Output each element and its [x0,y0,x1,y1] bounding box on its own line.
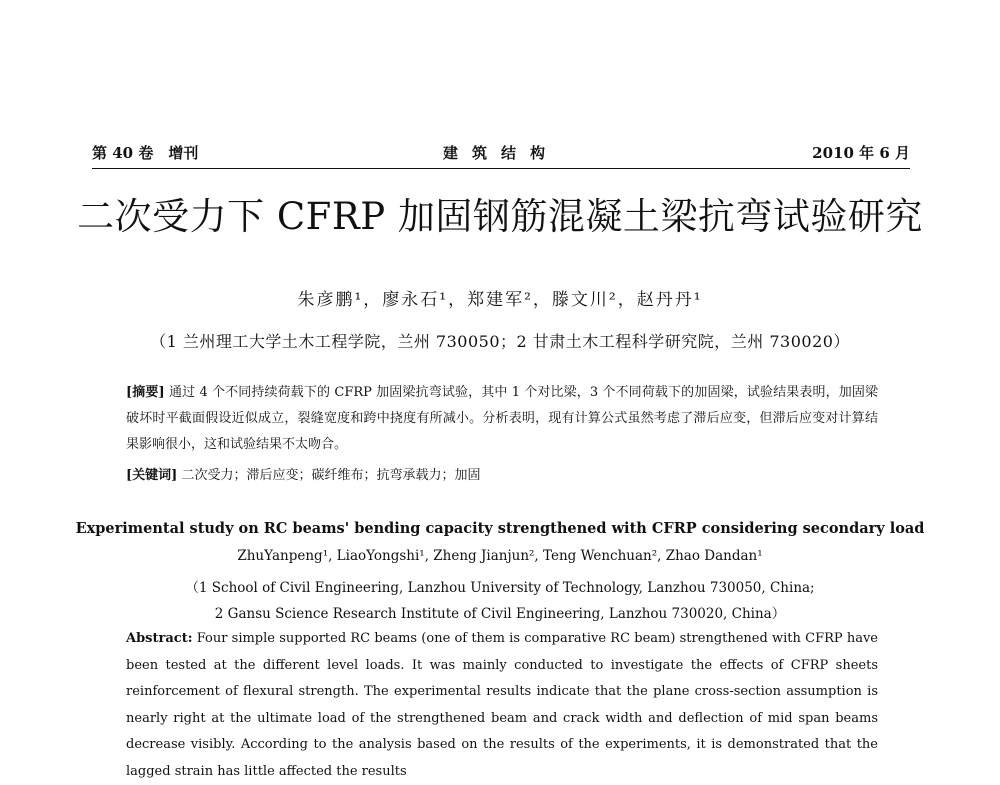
running-header [92,142,910,169]
volume-label: 第 40 卷 增刊 [92,144,199,162]
english-title: Experimental study on RC beams' bending capacity strengthened with CFRP considering secondary load [75,520,925,537]
abstract-en-text: Four simple supported RC beams (one of them is comparative RC beam) strengthened with CFRP have been tested at the different level loads. It was mainly conducted to investigate the effects of CFRP sheets reinforcement of flexural strength. The experimental results indicate that the plane cross-section assumption is nearly right at the ultimate load of the strengthened beam and crack width and deflection of mid span beams decrease visibly. According to the analysis based on the results of the experiments, it is demonstrated that the lagged strain has little affected the results [126,631,878,779]
abstract-cn [126,380,878,458]
abstract-en [126,626,878,785]
journal-name: 建筑结构 [442,144,559,162]
abstract-cn-text: 通过 4 个不同持续荷载下的 CFRP 加固梁抗弯试验，其中 1 个对比梁，3 个不同荷载下的加固梁，试验结果表明，加固梁破坏时平截面假设近似成立，裂缝宽度和跨中挠度有所减小。分析表明，现有计算公式虽然考虑了滞后应变，但滞后应变对计算结果影响很小，这和试验结果不太吻合。 [126,385,878,452]
abstract-en-label: Abstract: [126,631,193,646]
english-authors: ZhuYanpeng¹, LiaoYongshi¹, Zheng Jianjun², Teng Wenchuan², Zhao Dandan¹ [237,548,763,564]
english-affiliation-1: （1 School of Civil Engineering, Lanzhou University of Technology, Lanzhou 730050, China; [185,580,815,596]
english-affiliation-2: 2 Gansu Science Research Institute of Civil Engineering, Lanzhou 730020, China） [214,606,786,622]
authors-cn: 朱彦鹏¹，廖永石¹，郑建军²，滕文川²，赵丹丹¹ [297,290,703,310]
issue-date: 2010 年 6 月 [812,144,910,162]
keywords-cn [126,464,878,483]
keywords-cn-text: 二次受力；滞后应变；碳纤维布；抗弯承载力；加固 [181,468,481,483]
keywords-cn-label: [关键词] [126,468,178,483]
abstract-cn-label: [摘要] [126,385,165,400]
affiliations-cn: （1 兰州理工大学土木工程学院，兰州 730050；2 甘肃土木工程科学研究院，兰州 730020） [150,332,850,351]
paper-title: 二次受力下 CFRP 加固钢筋混凝土梁抗弯试验研究 [77,195,923,238]
